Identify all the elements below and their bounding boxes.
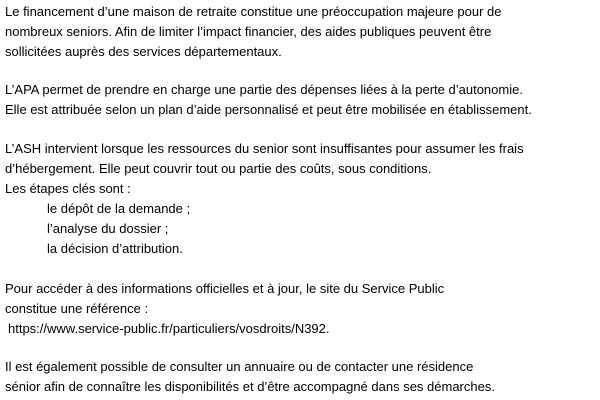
list-item: la décision d’attribution. <box>47 241 183 256</box>
text-line: Elle est attribuée selon un plan d’aide personnalisé et peut être mobilisée en établissement. <box>5 102 532 117</box>
url-text: https://www.service-public.fr/particuliers/vosdroits/N392. <box>8 321 330 336</box>
text-line: sollicitées auprès des services départementaux. <box>5 44 282 59</box>
list-item: le dépôt de la demande ; <box>47 201 191 216</box>
text-line: Pour accéder à des informations officielles et à jour, le site du Service Public <box>5 281 445 296</box>
text-line: sénior afin de connaître les disponibilités et d’être accompagné dans ses démarches. <box>5 379 495 394</box>
text-line: Il est également possible de consulter un annuaire ou de contacter une résidence <box>5 359 474 374</box>
list-item: l’analyse du dossier ; <box>47 221 169 236</box>
text-line: nombreux seniors. Afin de limiter l’impact financier, des aides publiques peuvent être <box>5 24 492 39</box>
text-line: d’hébergement. Elle peut couvrir tout ou partie des coûts, sous conditions. <box>5 161 432 176</box>
text-line: constitue une référence : <box>5 301 149 316</box>
text-line: Le financement d’une maison de retraite constitue une préoccupation majeure pour de <box>5 4 502 19</box>
text-line: L’APA permet de prendre en charge une partie des dépenses liées à la perte d’autonomie. <box>5 82 523 97</box>
text-line: Les étapes clés sont : <box>5 181 131 196</box>
text-line: L’ASH intervient lorsque les ressources du senior sont insuffisantes pour assumer les frais <box>5 141 524 156</box>
